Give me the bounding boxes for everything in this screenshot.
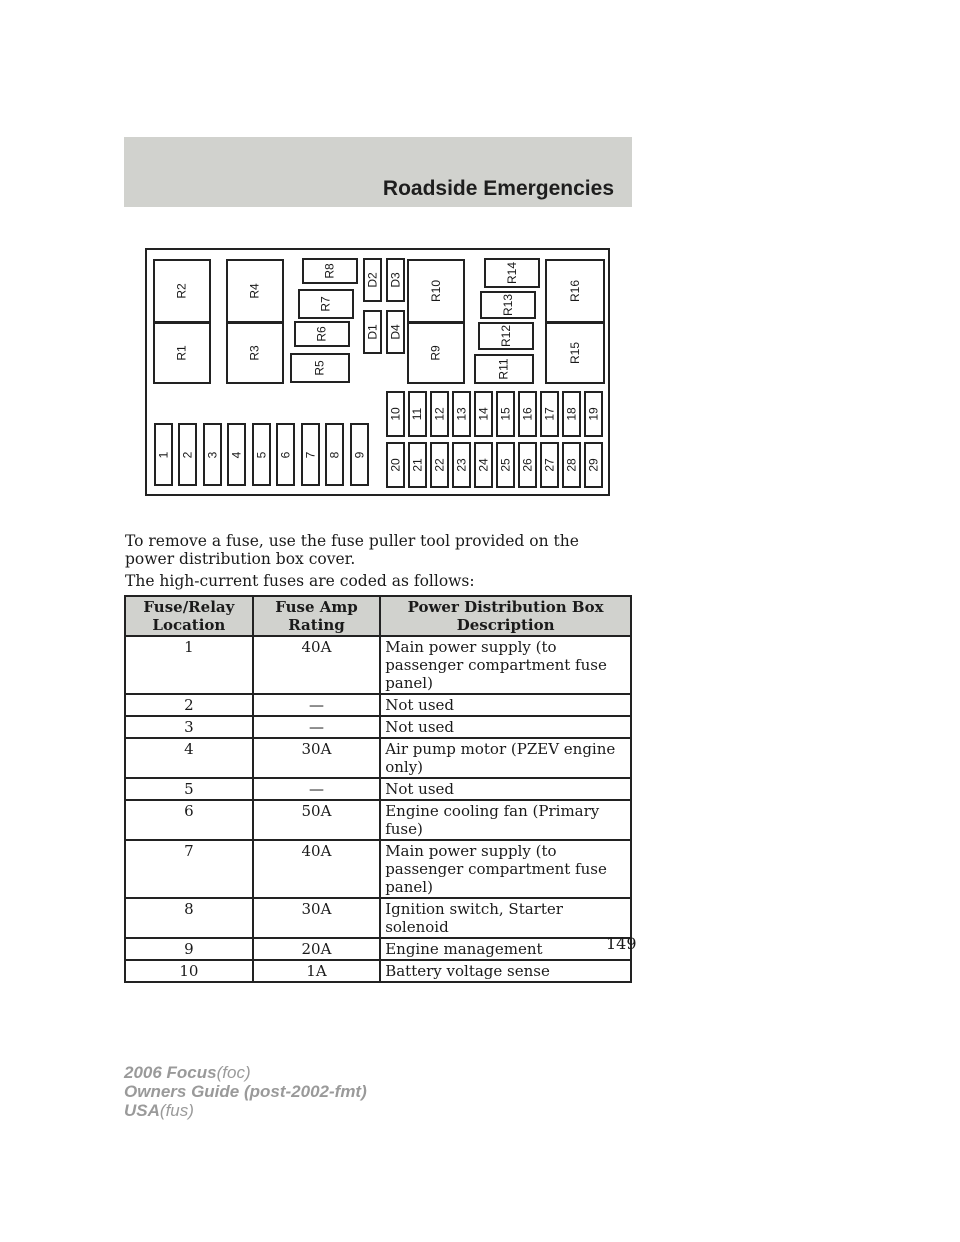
relay-r8: R8 [302, 258, 358, 284]
table-row [125, 694, 631, 716]
description-cell: Air pump motor (PZEV engine only) [380, 738, 631, 778]
remove-fuse-paragraph: To remove a fuse, use the fuse puller tool provided on the power distribution box cover. [125, 532, 579, 568]
table-row [125, 898, 631, 938]
section-header-bar [124, 137, 632, 207]
relay-r5: R5 [290, 353, 350, 383]
rating-cell: — [253, 716, 380, 738]
location-cell: 1 [125, 636, 253, 694]
fuse-19: 19 [584, 391, 603, 437]
diode-d3: D3 [386, 258, 405, 302]
fuse-20: 20 [386, 442, 405, 488]
description-cell: Engine cooling fan (Primary fuse) [380, 800, 631, 840]
footer-market: USA [124, 1101, 160, 1120]
diode-d1: D1 [363, 310, 382, 354]
location-cell: 9 [125, 938, 253, 960]
fuse-16: 16 [518, 391, 537, 437]
rating-cell: 30A [253, 738, 380, 778]
location-cell: 10 [125, 960, 253, 982]
description-cell: Ignition switch, Starter solenoid [380, 898, 631, 938]
location-cell: 7 [125, 840, 253, 898]
relay-r12: R12 [478, 322, 534, 350]
relay-r16: R16 [545, 259, 605, 323]
column-header-description: Power Distribution Box Description [380, 596, 631, 636]
footer-model-code: (foc) [216, 1063, 251, 1082]
fuse-10: 10 [386, 391, 405, 437]
fuse-1: 1 [154, 423, 173, 486]
page-number: 149 [606, 934, 637, 953]
location-cell: 8 [125, 898, 253, 938]
fuse-27: 27 [540, 442, 559, 488]
location-cell: 6 [125, 800, 253, 840]
fuse-28: 28 [562, 442, 581, 488]
footer-line-1 [124, 1063, 367, 1082]
relay-r14: R14 [484, 258, 540, 288]
description-cell: Battery voltage sense [380, 960, 631, 982]
footer-market-code: (fus) [159, 1101, 194, 1120]
table-row [125, 778, 631, 800]
table-row [125, 840, 631, 898]
rating-cell: — [253, 778, 380, 800]
footer-line-3 [124, 1101, 367, 1120]
rating-cell: 50A [253, 800, 380, 840]
relay-r9: R9 [407, 322, 465, 384]
footer [124, 1063, 367, 1120]
fuse-13: 13 [452, 391, 471, 437]
relay-r13: R13 [480, 291, 536, 319]
fuse-5: 5 [252, 423, 271, 486]
table-header-row [125, 596, 631, 636]
relay-r10: R10 [407, 259, 465, 323]
fuse-4: 4 [227, 423, 246, 486]
location-cell: 5 [125, 778, 253, 800]
fuse-17: 17 [540, 391, 559, 437]
fuse-7: 7 [301, 423, 320, 486]
fuse-box-diagram [145, 248, 610, 496]
relay-r1: R1 [153, 322, 211, 384]
rating-cell: 40A [253, 840, 380, 898]
relay-r4: R4 [226, 259, 284, 323]
footer-model: 2006 Focus [124, 1063, 217, 1082]
rating-cell: 20A [253, 938, 380, 960]
footer-guide: Owners Guide (post-2002-fmt) [124, 1082, 367, 1101]
footer-line-2 [124, 1082, 367, 1101]
table-row [125, 716, 631, 738]
relay-r7: R7 [298, 289, 354, 319]
table-row [125, 636, 631, 694]
relay-r6: R6 [294, 321, 350, 347]
description-cell: Not used [380, 694, 631, 716]
description-cell: Engine management [380, 938, 631, 960]
description-cell: Not used [380, 716, 631, 738]
diode-d2: D2 [363, 258, 382, 302]
relay-r2: R2 [153, 259, 211, 323]
fuse-23: 23 [452, 442, 471, 488]
fuse-3: 3 [203, 423, 222, 486]
fuse-29: 29 [584, 442, 603, 488]
fuse-24: 24 [474, 442, 493, 488]
relay-r3: R3 [226, 322, 284, 384]
rating-cell: — [253, 694, 380, 716]
fuse-8: 8 [325, 423, 344, 486]
table-row [125, 800, 631, 840]
location-cell: 3 [125, 716, 253, 738]
fuse-21: 21 [408, 442, 427, 488]
relay-r11: R11 [474, 354, 534, 384]
rating-cell: 30A [253, 898, 380, 938]
fuse-18: 18 [562, 391, 581, 437]
fuse-table [124, 595, 632, 983]
location-cell: 2 [125, 694, 253, 716]
fuse-22: 22 [430, 442, 449, 488]
section-title: Roadside Emergencies [382, 177, 614, 200]
table-row [125, 938, 631, 960]
rating-cell: 40A [253, 636, 380, 694]
fuse-12: 12 [430, 391, 449, 437]
column-header-rating: Fuse Amp Rating [253, 596, 380, 636]
description-cell: Main power supply (to passenger compartment fuse panel) [380, 840, 631, 898]
fuse-26: 26 [518, 442, 537, 488]
fuse-9: 9 [350, 423, 369, 486]
fuse-15: 15 [496, 391, 515, 437]
fuse-14: 14 [474, 391, 493, 437]
rating-cell: 1A [253, 960, 380, 982]
location-cell: 4 [125, 738, 253, 778]
fuse-2: 2 [178, 423, 197, 486]
fuse-11: 11 [408, 391, 427, 437]
coded-paragraph: The high-current fuses are coded as follows: [125, 572, 475, 590]
column-header-location: Fuse/Relay Location [125, 596, 253, 636]
description-cell: Main power supply (to passenger compartment fuse panel) [380, 636, 631, 694]
diode-d4: D4 [386, 310, 405, 354]
description-cell: Not used [380, 778, 631, 800]
relay-r15: R15 [545, 322, 605, 384]
table-row [125, 960, 631, 982]
fuse-25: 25 [496, 442, 515, 488]
table-row [125, 738, 631, 778]
fuse-6: 6 [276, 423, 295, 486]
